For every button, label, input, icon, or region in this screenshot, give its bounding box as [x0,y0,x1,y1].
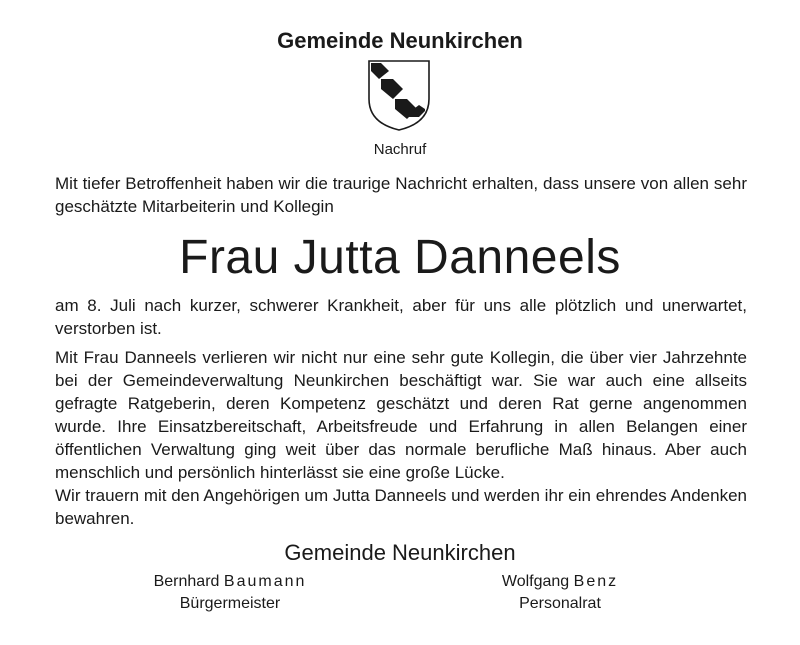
intro-paragraph: Mit tiefer Betroffenheit haben wir die traurige Nachricht erhalten, dass unsere von allen sehr geschätzte Mitarbeiterin und Kollegin [55,174,747,216]
notice-type: Nachruf [373,141,427,158]
signatory-first-name: Bernhard [153,573,220,590]
closing-paragraph: Wir trauern mit den Angehörigen um Jutta Danneels und werden ihr ein ehrendes Andenken bewahren. [55,486,747,528]
signatory-first-name: Wolfgang [501,573,570,590]
tribute-paragraph: Mit Frau Danneels verlieren wir nicht nur eine sehr gute Kollegin, die über vier Jahrzehnte bei der Gemeindeverwaltung Neunkirchen beschäftigt war. Sie war auch eine allseits gefragte Ratgeberin, deren Kompetenz geschätzt und deren Rat gerne angenommen wurde. Ihre Einsatzbereitschaft, Arbeitsfreude und Erfahrung in allen Belangen einer öffentlichen Verwaltung ging weit über das normale berufliche Maß hinaus. Aber auch menschlich und persönlich hinterlässt sie eine große Lücke. [55,348,747,482]
signatory-role: Bürgermeister [179,595,281,612]
signature-staff-council [450,571,670,615]
signatory-name [450,571,670,593]
signing-organization: Gemeinde Neunkirchen [284,540,516,565]
signature-mayor [120,571,340,615]
signatory-last-name: Baumann [223,573,307,590]
signatory-role: Personalrat [519,595,601,612]
passing-paragraph: am 8. Juli nach kurzer, schwerer Krankheit, aber für uns alle plötzlich und unerwartet, verstorben ist. [55,296,747,338]
deceased-name: Frau Jutta Danneels [179,231,621,284]
coat-of-arms-icon [367,59,431,132]
page-title: Gemeinde Neunkirchen [277,28,523,53]
signatory-last-name: Benz [573,573,619,590]
signatory-name [120,571,340,593]
